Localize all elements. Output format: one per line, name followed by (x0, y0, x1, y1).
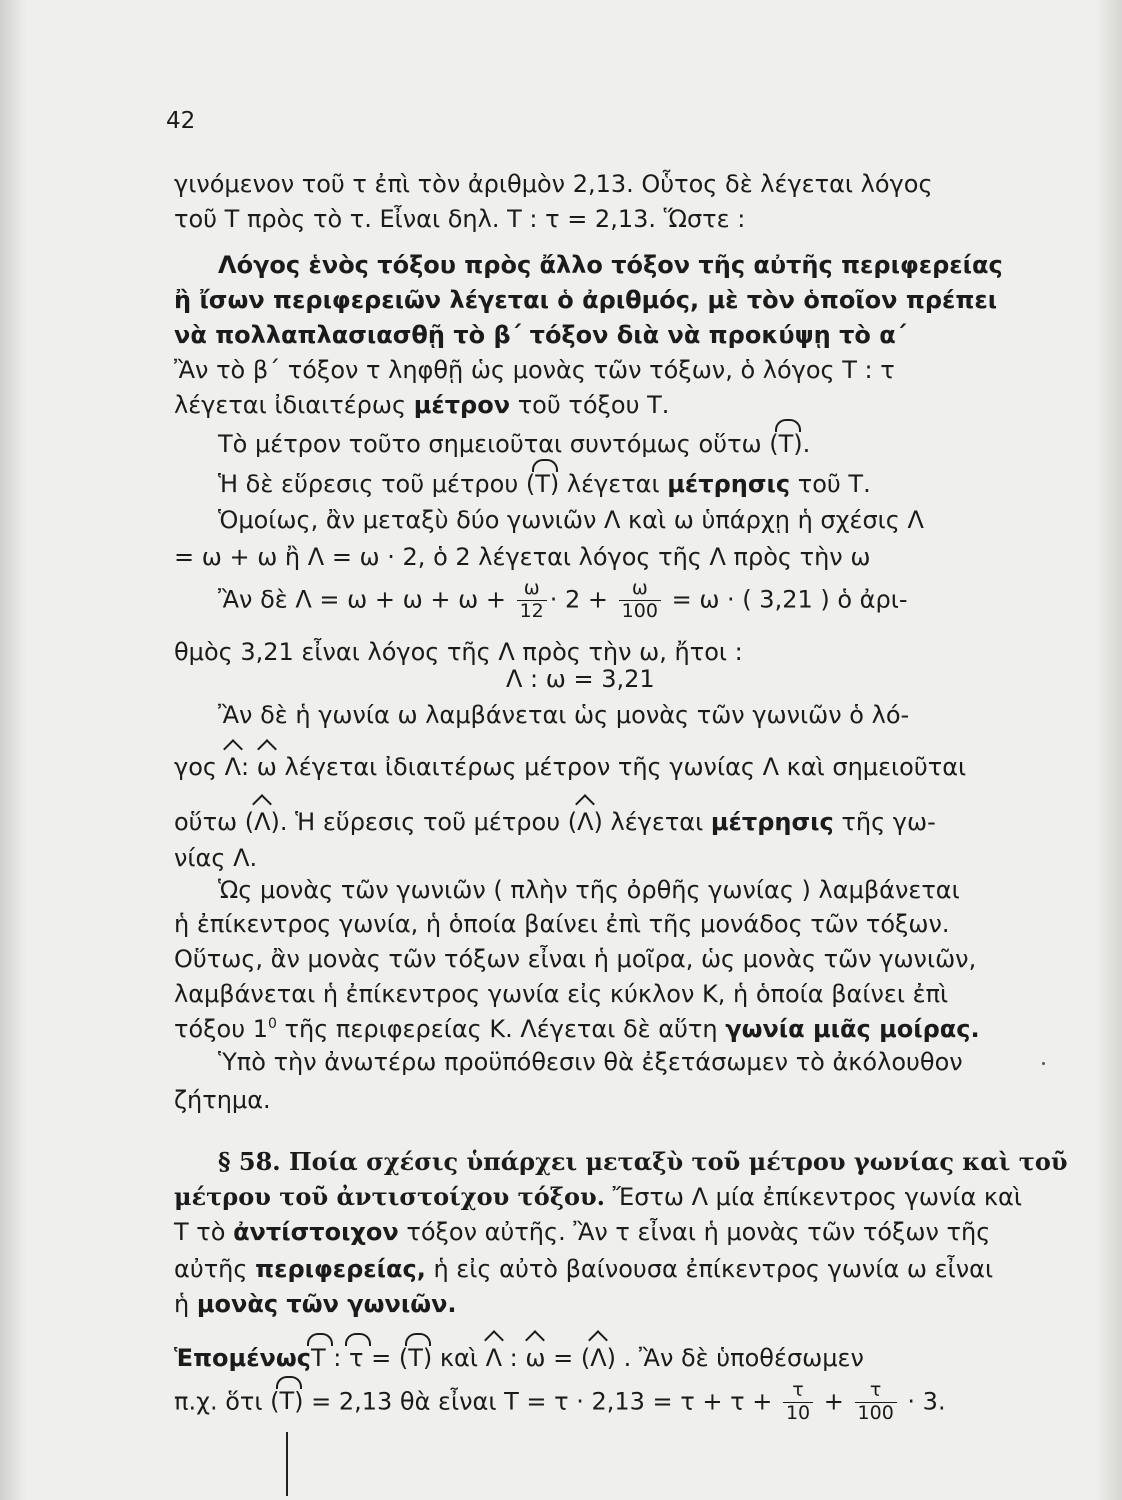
angle-symbol-lambda: Λ (224, 753, 242, 781)
fraction-tau-100: $\frac{\tau}{100}$ (855, 1380, 897, 1425)
text-line-1: γινόμενον τοῦ τ ἐπὶ τὸν ἀριθμὸν 2,13. Οὗτος δὲ λέγεται λόγος (174, 170, 933, 198)
definition-line-2: ἢ ἴσων περιφερειῶν λέγεται ὁ ἀριθμός, μὲ τὸν ὁποῖον πρέπει (174, 286, 998, 314)
section-58-heading: § 58. Ποία σχέσις ὑπάρχει μεταξὺ τοῦ μέτρου γωνίας καὶ τοῦ (218, 1147, 1068, 1176)
text-line-18: νίας Λ. (174, 844, 258, 872)
text-line-24: Ὑπὸ τὴν ἀνωτέρω προϋπόθεσιν θὰ ἐξετάσωμεν τὸ ἀκόλουθον (218, 1048, 963, 1076)
text-line-2: τοῦ Τ πρὸς τὸ τ. Εἶναι δηλ. Τ : τ = 2,13. Ὥστε : (174, 205, 746, 233)
section-58-line-5: ἡ μονὰς τῶν γωνιῶν. (174, 1290, 457, 1318)
word-epomenos: Ἑπομένως (174, 1344, 311, 1372)
text-line-6: Ἂν τὸ β΄ τόξον τ ληφθῇ ὡς μονὰς τῶν τόξων, ὁ λόγος Τ : τ (174, 356, 895, 384)
text-line-19: Ὡς μονὰς τῶν γωνιῶν ( πλὴν τῆς ὀρθῆς γωνίας ) λαμβάνεται (218, 876, 960, 904)
text-line-9: Ἡ δὲ εὕρεσις τοῦ μέτρου (Τ) λέγεται μέτρησις τοῦ Τ. (218, 470, 871, 498)
angle-symbol-lambda-2: Λ (254, 808, 271, 836)
text-line-15: Ἂν δὲ ἡ γωνία ω λαμβάνεται ὡς μονὰς τῶν γωνιῶν ὁ λό- (218, 701, 910, 729)
fraction-omega-100: $\frac{\omega}{100}$ (619, 578, 661, 623)
section-58-heading-end: μέτρου τοῦ ἀντιστοίχου τόξου. (174, 1182, 605, 1211)
arc-symbol-T: Τ (778, 430, 794, 458)
text-line-16: γος Λ: ω λέγεται ἰδιαιτέρως μέτρον τῆς γωνίας Λ καὶ σημειοῦται (174, 753, 967, 781)
page-number: 42 (166, 108, 196, 134)
centered-equation: Λ : ω = 3,21 (506, 665, 655, 693)
text-line-21: Οὕτως, ἂν μονὰς τῶν τόξων εἶναι ἡ μοῖρα, ὡς μονὰς τῶν γωνιῶν, (174, 945, 977, 973)
section-58-line-3: Τ τὸ ἀντίστοιχον τόξον αὐτῆς. Ἂν τ εἶναι ἡ μονὰς τῶν τόξων τῆς (174, 1218, 991, 1246)
section-58-line-6: ἙπομένωςΤ : τ = (Τ) καὶ Λ : ω = (Λ) . Ἂν δὲ ὑποθέσωμεν (174, 1344, 864, 1372)
angle-symbol-lambda-3: Λ (577, 808, 594, 836)
text-line-25: ζήτημα. (174, 1086, 271, 1114)
fraction-omega-12: $\frac{\omega}{12}$ (517, 578, 547, 623)
text-line-11: = ω + ω ἢ Λ = ω · 2, ὁ 2 λέγεται λόγος τῆς Λ πρὸς τὴν ω (174, 543, 871, 571)
text-line-10: Ὁμοίως, ἂν μεταξὺ δύο γωνιῶν Λ καὶ ω ὑπάρχῃ ἡ σχέσις Λ (218, 506, 924, 534)
text-line-23: τόξου $1^0$ τῆς περιφερείας Κ. Λέγεται δὲ αὕτη γωνία μιᾶς μοίρας. (174, 1015, 980, 1043)
term-metrisis: μέτρησις (667, 470, 791, 498)
text-line-22: λαμβάνεται ἡ ἐπίκεντρος γωνία εἰς κύκλον Κ, ἡ ὁποία βαίνει ἐπὶ (174, 980, 949, 1008)
text-line-7: λέγεται ἰδιαιτέρως μέτρον τοῦ τόξου Τ. (174, 391, 670, 419)
definition-line-1: Λόγος ἑνὸς τόξου πρὸς ἄλλο τόξον τῆς αὐτῆς περιφερείας (218, 251, 1003, 279)
section-58-line-2: μέτρου τοῦ ἀντιστοίχου τόξου. Ἔστω Λ μία ἐπίκεντρος γωνία καὶ (174, 1182, 1022, 1211)
term-metrisis-2: μέτρησις (710, 808, 834, 836)
section-58-line-7: π.χ. ὅτι (Τ) = 2,13 θὰ εἶναι Τ = τ · 2,13 = τ + τ + $\frac{\tau}{10}$ + $\frac{\tau}{100}$ · 3. (174, 1379, 946, 1424)
equation-line: Ἂν δὲ Λ = ω + ω + ω + $\frac{\omega}{12}$ · 2 + $\frac{\omega}{100}$ = ω · ( 3,21 ) ὁ ἀρι- (218, 577, 908, 622)
fraction-tau-10: $\frac{\tau}{10}$ (783, 1380, 813, 1425)
text-line-20: ἡ ἐπίκεντρος γωνία, ἡ ὁποία βαίνει ἐπὶ τῆς μονάδος τῶν τόξων. (174, 910, 950, 938)
text-line-13: θμὸς 3,21 εἶναι λόγος τῆς Λ πρὸς τὴν ω, ἤτοι : (174, 638, 743, 666)
section-58-line-4: αὐτῆς περιφερείας, ἡ εἰς αὐτὸ βαίνουσα ἐπίκεντρος γωνία ω εἶναι (174, 1255, 994, 1283)
definition-line-3: νὰ πολλαπλασιασθῇ τὸ β΄ τόξον διὰ νὰ προκύψῃ τὸ α΄ (174, 321, 907, 349)
text-line-8: Τὸ μέτρον τοῦτο σημειοῦται συντόμως οὕτω (Τ). (218, 430, 811, 458)
angle-symbol-omega: ω (256, 753, 277, 781)
term-gonia-mias-moiras: γωνία μιᾶς μοίρας. (725, 1015, 980, 1043)
term-metron: μέτρον (413, 391, 511, 419)
bottom-margin-mark (286, 1432, 288, 1496)
arc-symbol-T-2: Τ (535, 470, 550, 498)
margin-dot (1042, 1062, 1045, 1065)
text-line-17: οὕτω (Λ). Ἡ εὕρεσις τοῦ μέτρου (Λ) λέγεται μέτρησις τῆς γω- (174, 808, 936, 836)
page-left-edge-shadow (0, 0, 26, 1500)
page-right-edge-shadow (1096, 0, 1122, 1500)
